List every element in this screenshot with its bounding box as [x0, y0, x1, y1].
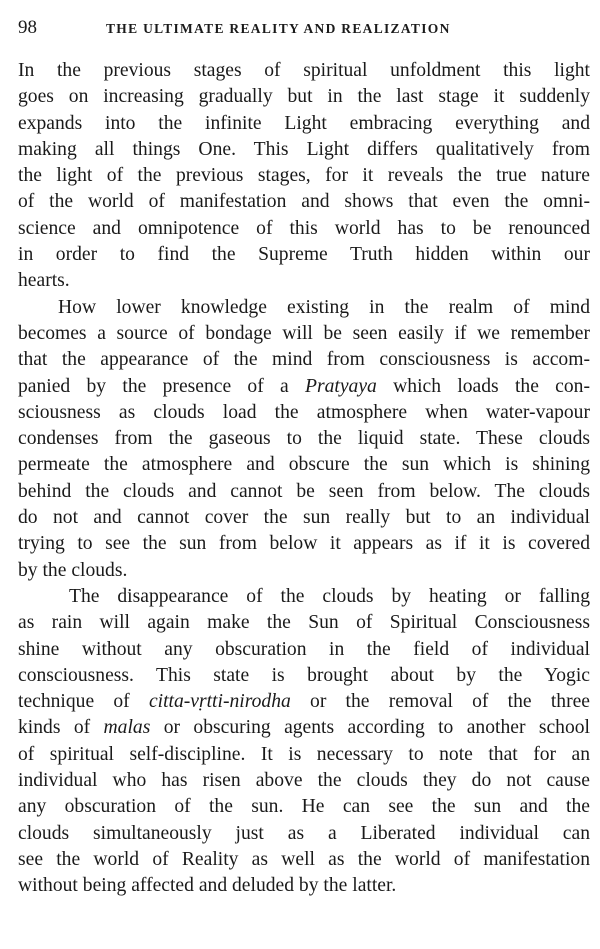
text-line: see the world of Reality as well as the world of manifestation: [18, 848, 590, 870]
text-line: In the previous stages of spiritual unfoldment this light: [18, 60, 590, 81]
text-line: making all things One. This Light differs qualitatively from: [18, 138, 590, 160]
text-line: do not and cannot cover the sun really but to an individual: [18, 507, 590, 529]
text-line: clouds simultaneously just as a Liberated individual can: [18, 822, 590, 844]
text-line: consciousness. This state is brought about by the Yogic: [18, 664, 590, 686]
text-line: becomes a source of bondage will be seen easily if we remember: [18, 322, 590, 344]
text-line: that the appearance of the mind from consciousness is accom-: [18, 349, 590, 371]
text-line: individual who has risen above the clouds they do not cause: [18, 770, 590, 792]
text-line: condenses from the gaseous to the liquid state. These clouds: [18, 428, 590, 450]
text-line: How lower knowledge existing in the realm of mind: [58, 296, 590, 318]
text-line: kinds of malas or obscuring agents according to another school: [18, 717, 591, 739]
text-line: sciousness as clouds load the atmosphere when water-vapour: [18, 401, 590, 423]
paragraph-3: [18, 584, 590, 900]
body-text: [18, 58, 590, 900]
italic-term: Pratyaya: [305, 375, 377, 397]
text-line: without being affected and deluded by the latter.: [18, 875, 397, 897]
paragraph-2: [18, 295, 590, 584]
text-line: expands into the infinite Light embracing everything and: [18, 112, 590, 134]
text-line: by the clouds.: [18, 559, 128, 581]
text-line: The disappearance of the clouds by heating or falling: [69, 585, 590, 607]
running-head: [18, 16, 588, 40]
text-line: hearts.: [18, 270, 70, 292]
text-line: permeate the atmosphere and obscure the sun which is shining: [18, 454, 590, 476]
text-line: trying to see the sun from below it appears as if it is covered: [18, 533, 590, 555]
text-line: as rain will again make the Sun of Spiritual Consciousness: [18, 612, 590, 634]
text-line: in order to find the Supreme Truth hidden within our: [18, 244, 590, 266]
text-line: any obscuration of the sun. He can see the sun and the: [18, 796, 590, 818]
text-line: of the world of manifestation and shows that even the omni-: [18, 191, 590, 213]
page-number: 98: [18, 17, 37, 38]
text-line: behind the clouds and cannot be seen from below. The clouds: [18, 480, 590, 502]
text-line: technique of citta-vṛtti-nirodha or the removal of the three: [18, 691, 590, 713]
text-line: the light of the previous stages, for it reveals the true nature: [18, 165, 590, 187]
text-line: science and omnipotence of this world has to be renounced: [18, 217, 590, 239]
text-line: panied by the presence of a Pratyaya which loads the con-: [18, 375, 590, 397]
running-head-title: THE ULTIMATE REALITY AND REALIZATION: [106, 21, 451, 36]
paragraph-1: [18, 58, 590, 295]
italic-term: malas: [103, 717, 151, 739]
italic-term: citta-vṛtti-nirodha: [148, 691, 291, 713]
text-line: of spiritual self-discipline. It is necessary to note that for an: [18, 743, 590, 765]
text-line: shine without any obscuration in the field of individual: [18, 638, 590, 660]
text-line: goes on increasing gradually but in the last stage it suddenly: [18, 86, 590, 108]
